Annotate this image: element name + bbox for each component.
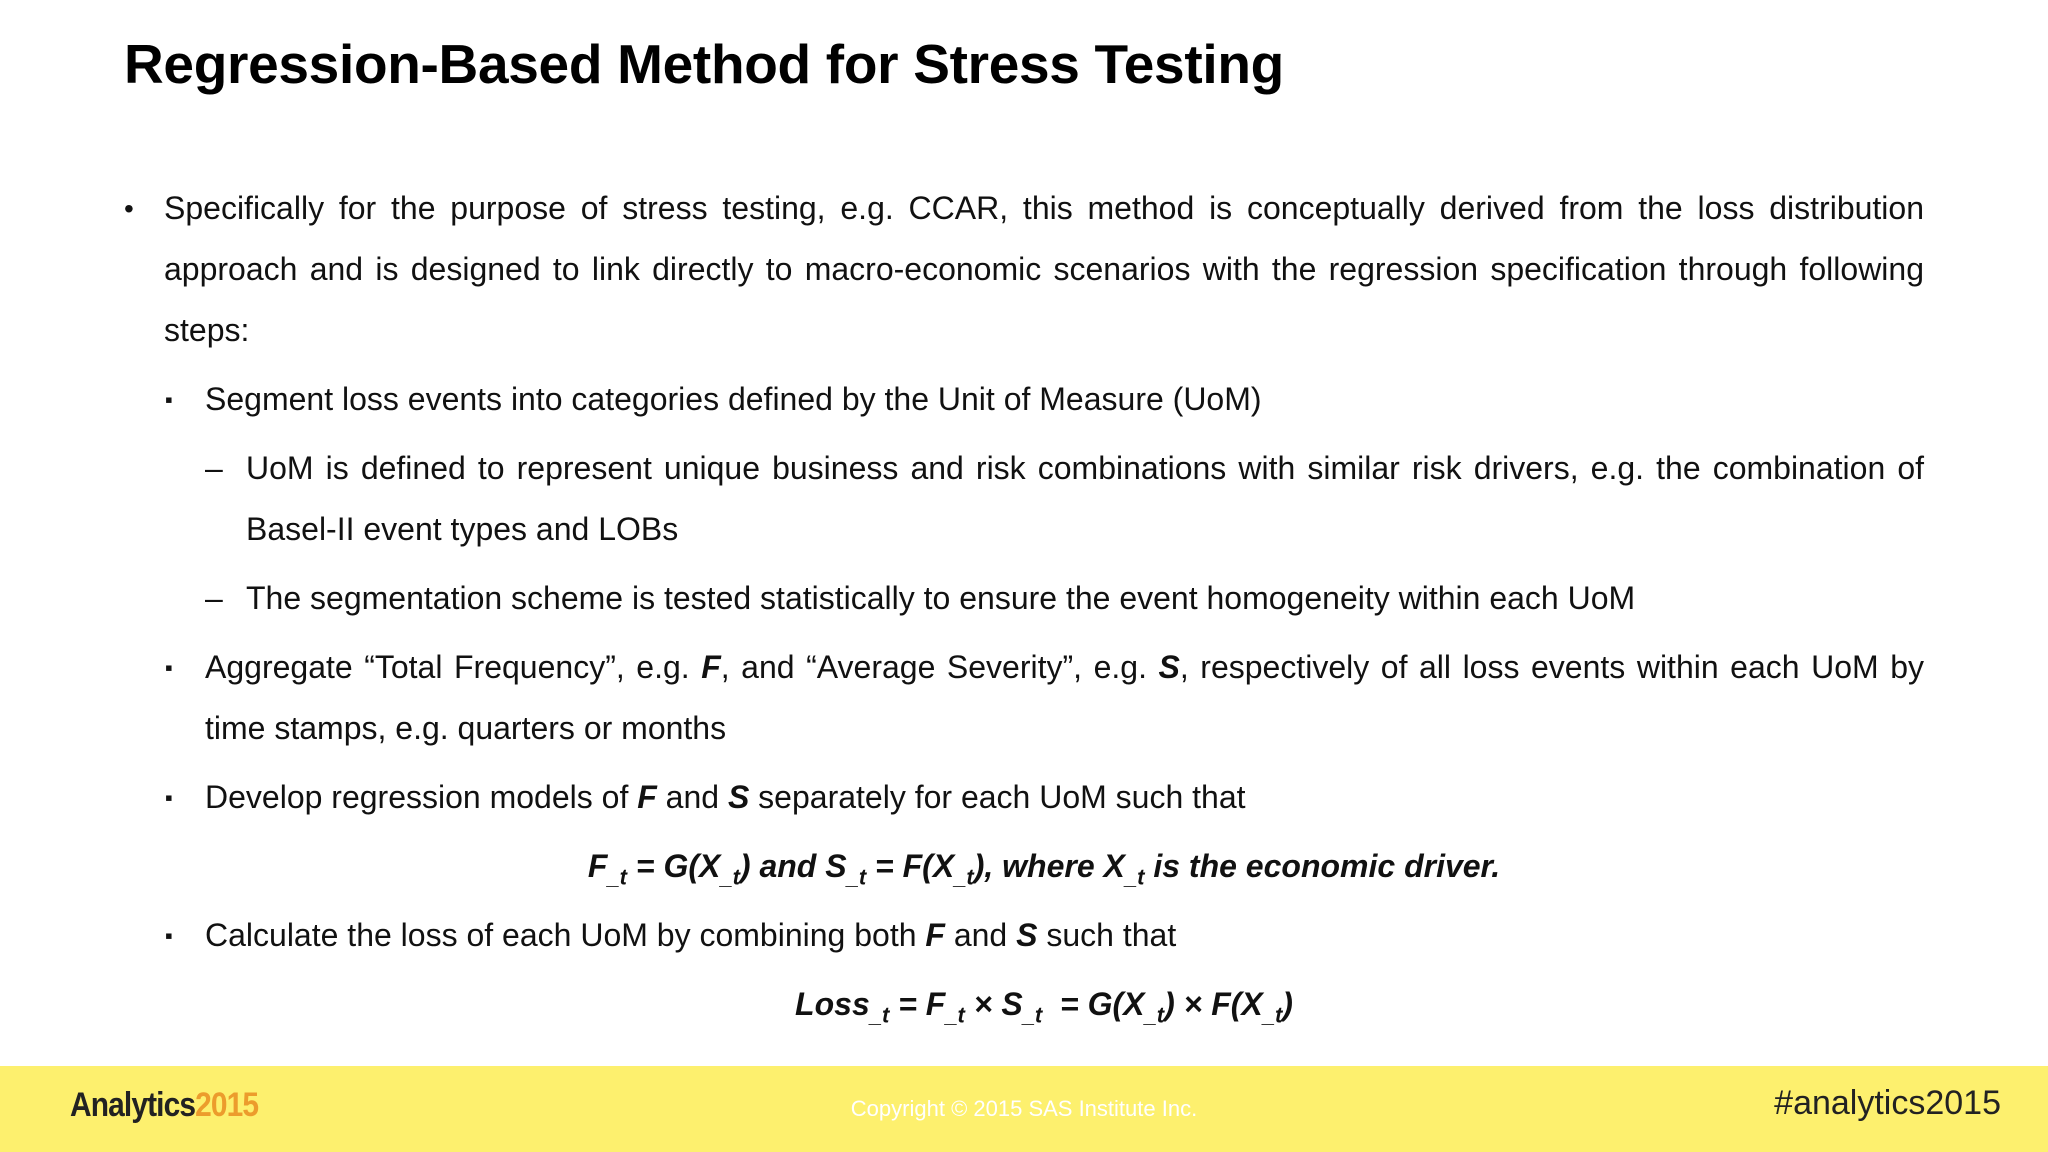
step-calculate-text-2: and bbox=[944, 917, 1017, 953]
formula-part: F bbox=[587, 848, 608, 884]
step-calculate-text-3: such that bbox=[1037, 917, 1177, 953]
formula-part: is the economic driver. bbox=[1144, 848, 1501, 884]
step-aggregate-text-3: , respectively of all loss events within each UoM by time stamps, e.g. quarters or months bbox=[205, 649, 1925, 746]
step-develop-text-1: Develop regression models of bbox=[205, 779, 638, 815]
formula-subscript: _t bbox=[607, 864, 627, 890]
square-bullet-icon: ▪ bbox=[165, 655, 173, 680]
step-aggregate-text-2: , and “Average Severity”, e.g. bbox=[720, 649, 1159, 685]
event-hashtag: #analytics2015 bbox=[1774, 1084, 2001, 1122]
formula-subscript: _t bbox=[1022, 1002, 1043, 1028]
formula-part: = F bbox=[889, 986, 946, 1022]
step-aggregate-text-1: Aggregate “Total Frequency”, e.g. bbox=[205, 649, 702, 685]
sub-item-text: The segmentation scheme is tested statistically to ensure the event homogeneity within each UoM bbox=[246, 580, 1636, 616]
formula-subscript: _t bbox=[1144, 1002, 1165, 1028]
frequency-symbol: F bbox=[637, 779, 657, 815]
formula-subscript: _t bbox=[954, 864, 974, 890]
round-bullet-icon: • bbox=[124, 193, 134, 224]
formula-part: = G(X bbox=[626, 848, 721, 884]
step-develop-text-2: and bbox=[656, 779, 728, 815]
step-calculate bbox=[124, 905, 1924, 966]
slide-title: Regression-Based Method for Stress Testing bbox=[124, 33, 1284, 95]
step-calculate-text-1: Calculate the loss of each UoM by combining both bbox=[205, 917, 926, 953]
severity-symbol: S bbox=[1016, 917, 1038, 953]
formula-subscript: _t bbox=[945, 1002, 965, 1028]
formula-subscript: _t bbox=[1124, 864, 1145, 890]
formula-part: ), where X bbox=[973, 848, 1125, 884]
sub-item-uom-definition bbox=[124, 438, 1924, 560]
formula-part: ) and S bbox=[739, 848, 847, 884]
formula-part: Loss bbox=[795, 986, 870, 1022]
step-segment bbox=[124, 369, 1924, 430]
severity-symbol: S bbox=[1158, 649, 1180, 685]
dash-bullet-icon: – bbox=[205, 450, 223, 486]
logo-year: 2015 bbox=[195, 1086, 259, 1124]
formula-subscript: _t bbox=[846, 864, 867, 890]
frequency-symbol: F bbox=[701, 649, 721, 685]
regression-formula bbox=[124, 836, 1924, 897]
square-bullet-icon: ▪ bbox=[165, 387, 173, 412]
sub-item-text: UoM is defined to represent unique business and risk combinations with similar risk drivers, e.g. the combination of Basel-II event types and LOBs bbox=[246, 450, 1924, 547]
logo-word: Analytics bbox=[70, 1086, 196, 1124]
square-bullet-icon: ▪ bbox=[165, 785, 173, 810]
formula-subscript: _t bbox=[720, 864, 740, 890]
footer-bar bbox=[0, 1066, 2048, 1152]
severity-symbol: S bbox=[727, 779, 750, 815]
copyright-notice: Copyright © 2015 SAS Institute Inc. bbox=[850, 1096, 1198, 1121]
formula-part: × S bbox=[964, 986, 1023, 1022]
loss-formula bbox=[124, 974, 1924, 1035]
step-develop-text-3: separately for each UoM such that bbox=[749, 779, 1246, 815]
formula-part: ) bbox=[1282, 986, 1293, 1022]
slide-body bbox=[124, 178, 1924, 1035]
dash-bullet-icon: – bbox=[205, 580, 223, 616]
square-bullet-icon: ▪ bbox=[165, 923, 173, 948]
step-develop bbox=[124, 767, 1924, 828]
formula-subscript: _t bbox=[1262, 1002, 1283, 1028]
formula-subscript: _t bbox=[869, 1002, 890, 1028]
intro-bullet bbox=[124, 178, 1924, 361]
formula-part: = F(X bbox=[866, 848, 955, 884]
formula-part: = G(X bbox=[1042, 986, 1145, 1022]
intro-text: Specifically for the purpose of stress testing, e.g. CCAR, this method is conceptually derived from the loss distribution approach and is designed to link directly to macro-economic scenarios with the regression specification through following steps: bbox=[164, 190, 1924, 348]
step-segment-text: Segment loss events into categories defined by the Unit of Measure (UoM) bbox=[205, 381, 1262, 417]
frequency-symbol: F bbox=[925, 917, 945, 953]
formula-part: ) × F(X bbox=[1164, 986, 1263, 1022]
step-aggregate bbox=[124, 637, 1924, 759]
sub-item-segmentation-test bbox=[124, 568, 1924, 629]
